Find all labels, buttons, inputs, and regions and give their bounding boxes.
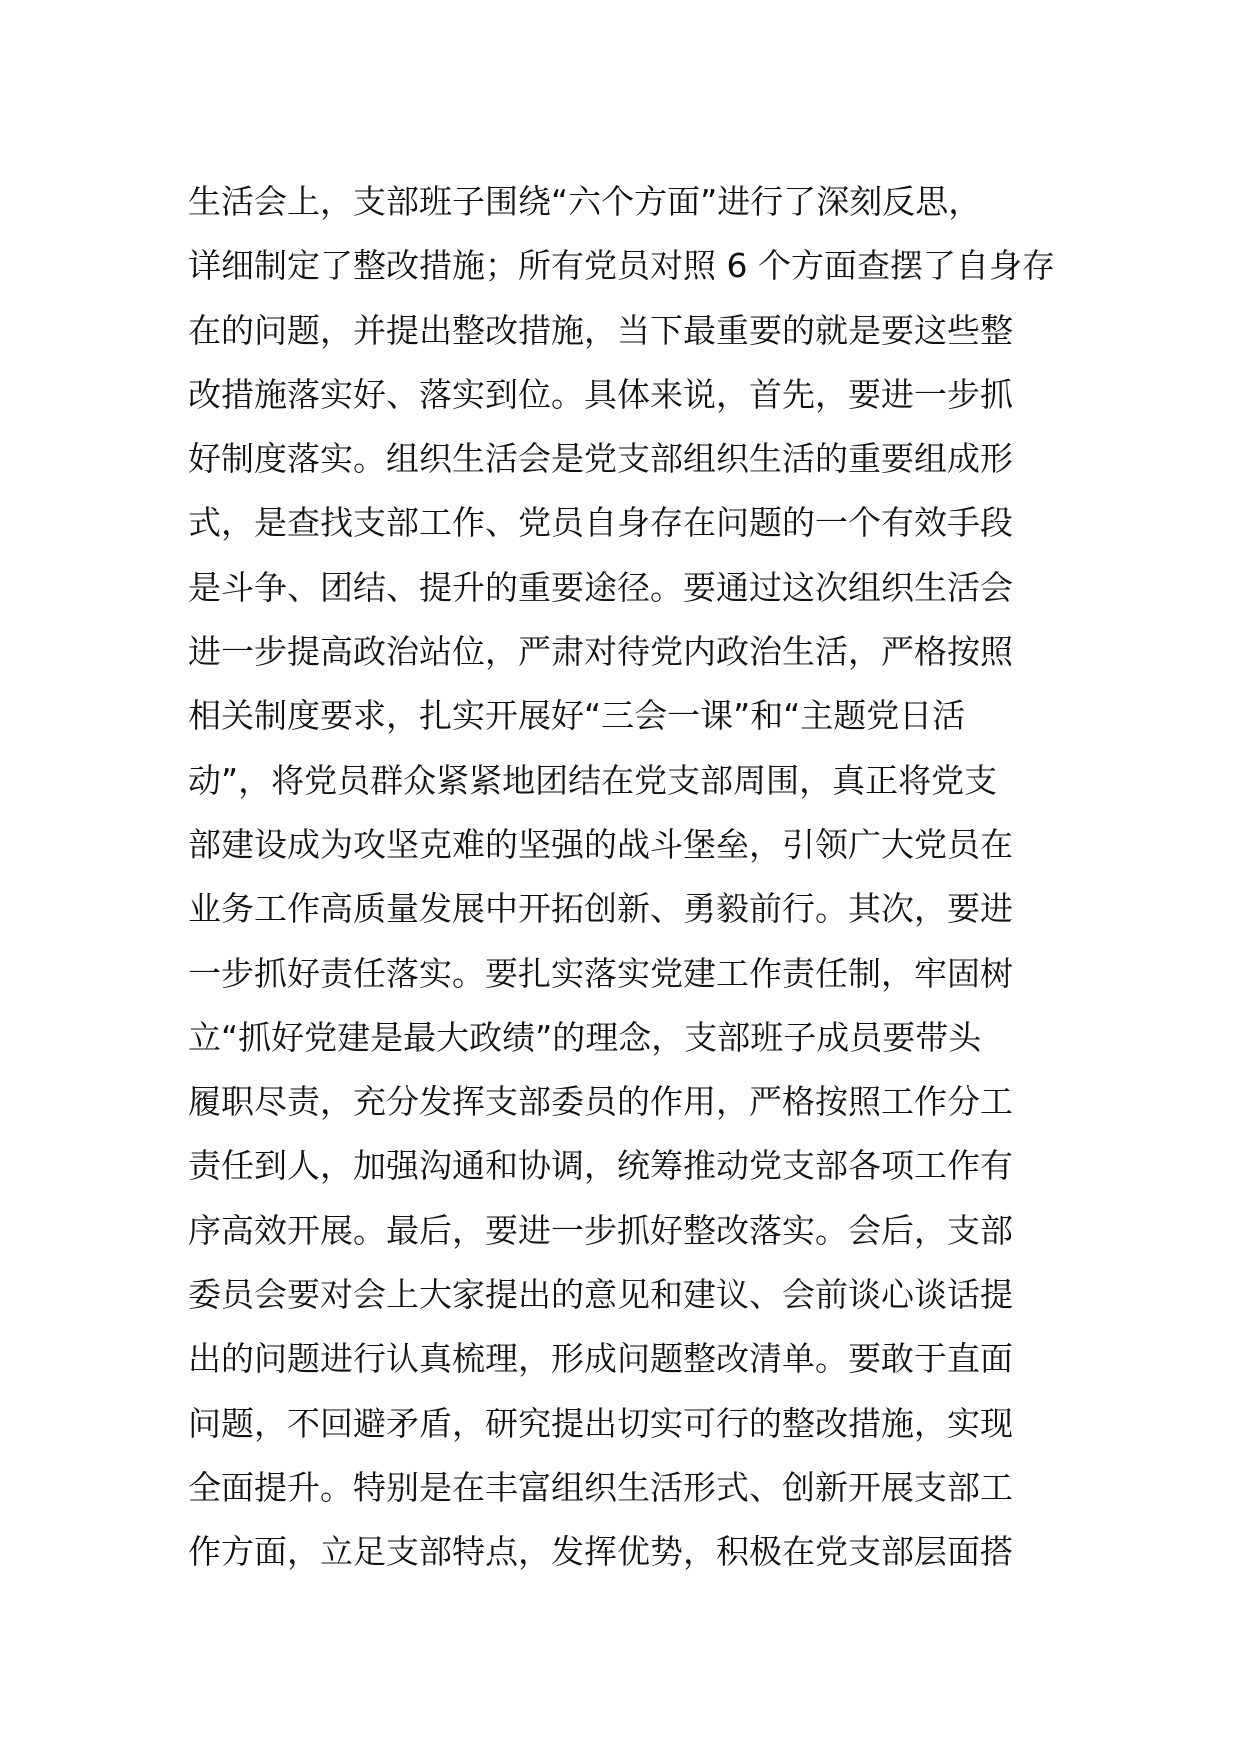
text-line: 改措施落实好、落实到位。具体来说，首先，要进一步抓 bbox=[188, 374, 1013, 414]
text-line: 在的问题，并提出整改措施，当下最重要的就是要这些整 bbox=[188, 310, 1013, 350]
text-line: 好制度落实。组织生活会是党支部组织生活的重要组成形 bbox=[188, 439, 1013, 479]
text-line: 责任到人，加强沟通和协调，统筹推动党支部各项工作有 bbox=[188, 1146, 1013, 1186]
text-line: 出的问题进行认真梳理，形成问题整改清单。要敢于直面 bbox=[188, 1339, 1013, 1379]
text-line: 动”，将党员群众紧紧地团结在党支部周围，真正将党支 bbox=[188, 760, 998, 800]
text-line: 部建设成为攻坚克难的坚强的战斗堡垒，引领广大党员在 bbox=[188, 824, 1013, 864]
text-line: 生活会上，支部班子围绕“六个方面”进行了深刻反思， bbox=[188, 182, 982, 221]
text-line: 进一步提高政治站位，严肃对待党内政治生活，严格按照 bbox=[188, 632, 1013, 672]
text-line: 立“抓好党建是最大政绩”的理念，支部班子成员要带头 bbox=[188, 1017, 982, 1057]
text-line: 详细制定了整改措施；所有党员对照 6 个方面查摆了自身存 bbox=[188, 246, 1055, 286]
text-line: 式，是查找支部工作、党员自身存在问题的一个有效手段 bbox=[188, 503, 1013, 543]
text-line: 一步抓好责任落实。要扎实落实党建工作责任制，牢固树 bbox=[188, 953, 1013, 993]
text-line: 业务工作高质量发展中开拓创新、勇毅前行。其次，要进 bbox=[188, 889, 1013, 929]
body-paragraph bbox=[188, 170, 1068, 1585]
text-line: 委员会要对会上大家提出的意见和建议、会前谈心谈话提 bbox=[188, 1275, 1013, 1315]
text-line: 全面提升。特别是在丰富组织生活形式、创新开展支部工 bbox=[188, 1467, 1013, 1507]
text-line: 履职尽责，充分发挥支部委员的作用，严格按照工作分工 bbox=[188, 1082, 1013, 1122]
text-line: 相关制度要求，扎实开展好“三会一课”和“主题党日活 bbox=[188, 696, 966, 736]
text-line: 作方面，立足支部特点，发挥优势，积极在党支部层面搭 bbox=[188, 1532, 1013, 1572]
text-line: 序高效开展。最后，要进一步抓好整改落实。会后，支部 bbox=[188, 1210, 1013, 1250]
text-line: 问题，不回避矛盾，研究提出切实可行的整改措施，实现 bbox=[188, 1403, 1013, 1443]
text-line: 是斗争、团结、提升的重要途径。要通过这次组织生活会 bbox=[188, 567, 1013, 607]
